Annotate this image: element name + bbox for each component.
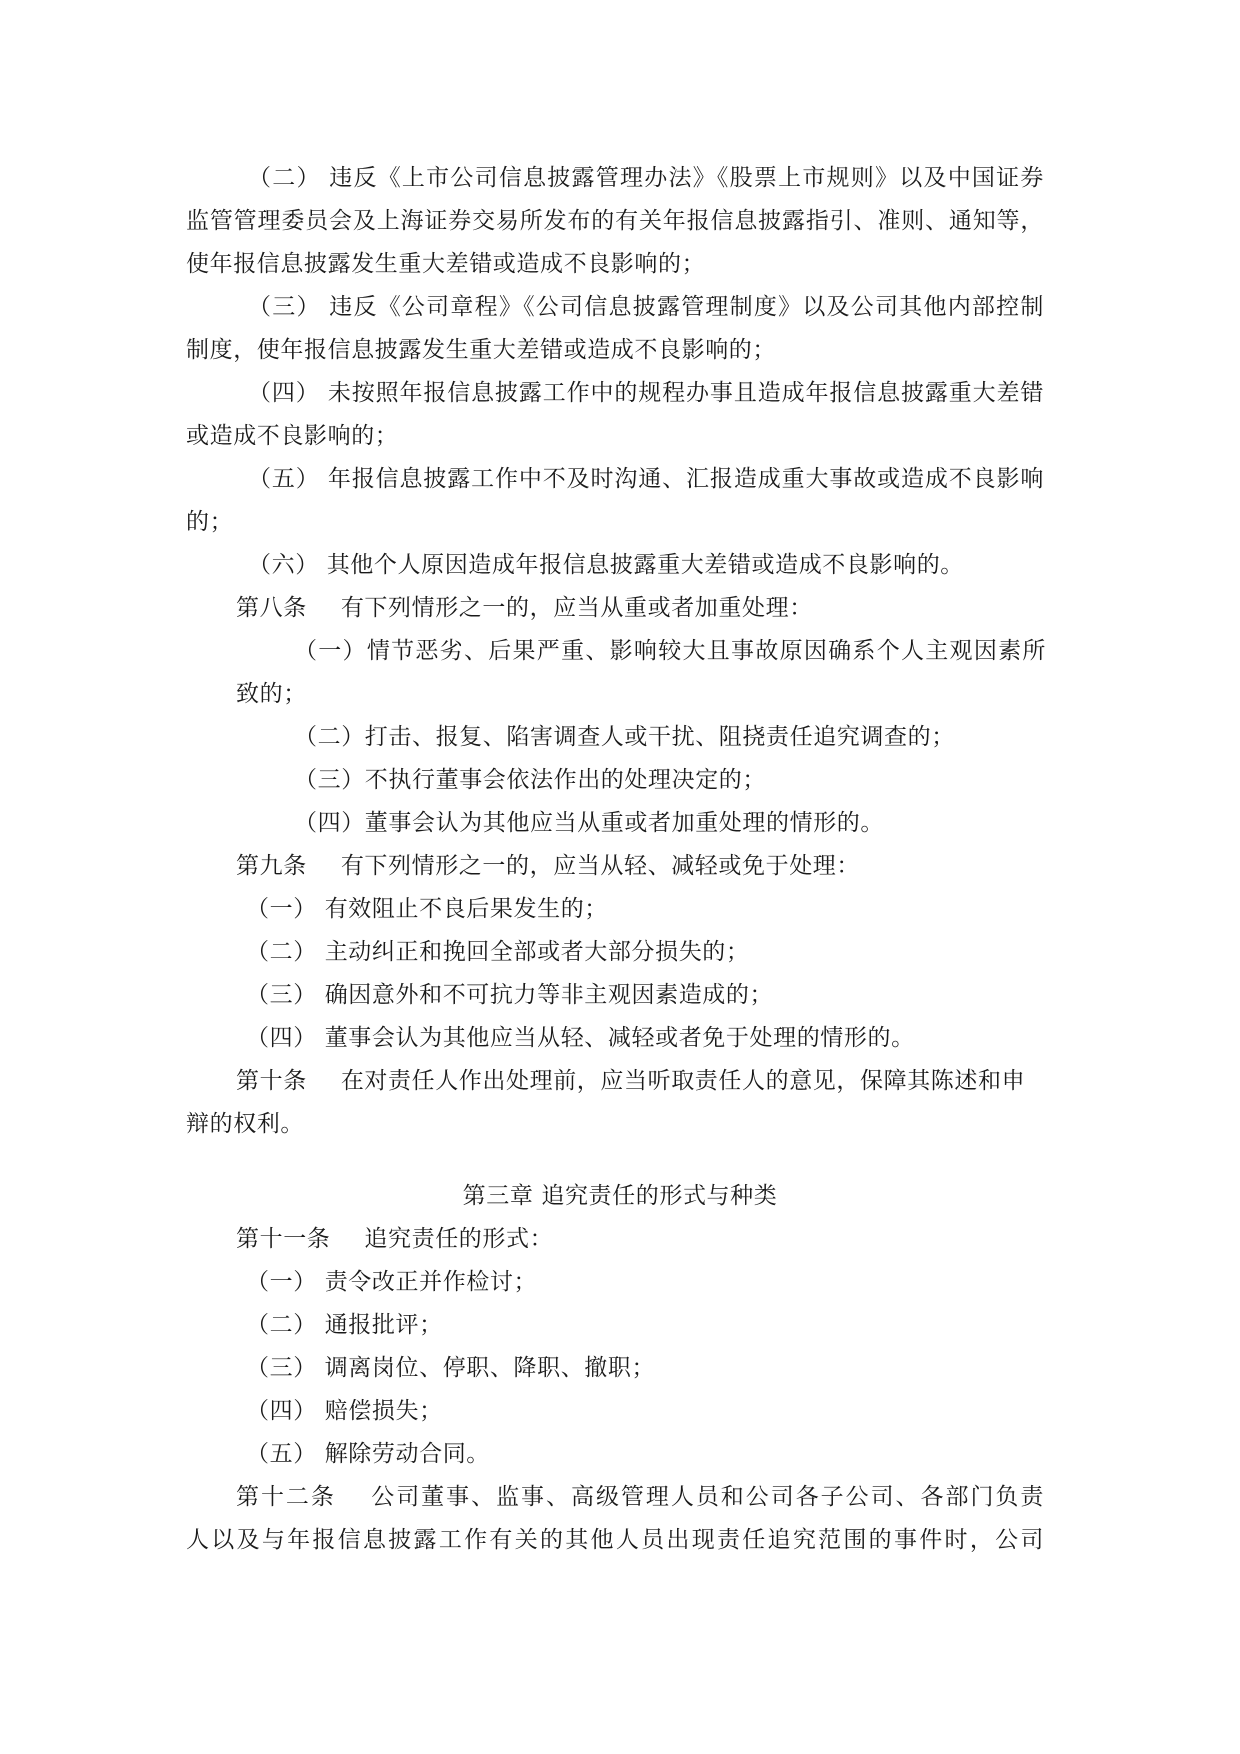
article-8-item: （一）情节恶劣、后果严重、影响较大且事故原因确系个人主观因素所 xyxy=(294,638,1046,664)
article-10-label: 第十条 xyxy=(236,1068,307,1094)
article-10-line2: 辩的权利。 xyxy=(186,1111,304,1137)
article-12-line1: 公司董事、监事、高级管理人员和公司各子公司、各部门负责 xyxy=(369,1484,1044,1510)
article-12-line2: 人以及与年报信息披露工作有关的其他人员出现责任追究范围的事件时，公司 xyxy=(186,1527,1044,1553)
article-9-item: （三） 确因意外和不可抗力等非主观因素造成的； xyxy=(246,982,774,1008)
paragraph-line: 的； xyxy=(186,509,234,535)
article-11-item: （四） 赔偿损失； xyxy=(246,1398,443,1424)
article-8-item: （四）董事会认为其他应当从重或者加重处理的情形的。 xyxy=(294,810,884,836)
article-8-item: （二）打击、报复、陷害调查人或干扰、阻挠责任追究调查的； xyxy=(294,724,955,750)
article-12 xyxy=(236,1482,1044,1512)
article-12-label: 第十二条 xyxy=(236,1484,336,1510)
paragraph-line: 或造成不良影响的； xyxy=(186,423,399,449)
article-8-label: 第八条 xyxy=(236,595,307,621)
article-9-item: （二） 主动纠正和挽回全部或者大部分损失的； xyxy=(246,939,750,965)
article-11-label: 第十一条 xyxy=(236,1226,331,1252)
article-9-item: （一） 有效阻止不良后果发生的； xyxy=(246,896,608,922)
paragraph-line: （四） 未按照年报信息披露工作中的规程办事且造成年报信息披露重大差错 xyxy=(248,380,1044,406)
article-11-item: （二） 通报批评； xyxy=(246,1312,443,1338)
paragraph-line: 制度，使年报信息披露发生重大差错或造成不良影响的； xyxy=(186,337,776,363)
article-11-item: （一） 责令改正并作检讨； xyxy=(246,1269,538,1295)
article-9 xyxy=(236,851,860,881)
paragraph-line: （六） 其他个人原因造成年报信息披露重大差错或造成不良影响的。 xyxy=(248,552,964,578)
article-8-item: （三）不执行董事会依法作出的处理决定的； xyxy=(294,767,766,793)
paragraph-line: 监管管理委员会及上海证券交易所发布的有关年报信息披露指引、准则、通知等， xyxy=(186,208,1044,234)
paragraph-line: （二） 违反《上市公司信息披露管理办法》《股票上市规则》以及中国证券 xyxy=(248,165,1044,191)
article-10-line1: 在对责任人作出处理前，应当听取责任人的意见，保障其陈述和申 xyxy=(340,1068,1026,1094)
article-11 xyxy=(236,1224,553,1254)
article-8-item: 致的； xyxy=(236,681,307,707)
paragraph-line: （三） 违反《公司章程》《公司信息披露管理制度》以及公司其他内部控制 xyxy=(248,294,1044,320)
article-9-item: （四） 董事会认为其他应当从轻、减轻或者免于处理的情形的。 xyxy=(246,1025,915,1051)
article-11-text: 追究责任的形式： xyxy=(364,1226,554,1252)
chapter-title: 第三章 追究责任的形式与种类 xyxy=(462,1183,778,1209)
article-9-text: 有下列情形之一的，应当从轻、减轻或免于处理： xyxy=(340,853,861,879)
paragraph-line: （五） 年报信息披露工作中不及时沟通、汇报造成重大事故或造成不良影响 xyxy=(248,466,1044,492)
paragraph-line: 使年报信息披露发生重大差错或造成不良影响的； xyxy=(186,251,706,277)
article-10 xyxy=(236,1066,1025,1096)
article-11-item: （三） 调离岗位、停职、降职、撤职； xyxy=(246,1355,656,1381)
article-8-text: 有下列情形之一的，应当从重或者加重处理： xyxy=(340,595,813,621)
article-8 xyxy=(236,593,813,623)
article-9-label: 第九条 xyxy=(236,853,307,879)
article-11-item: （五） 解除劳动合同。 xyxy=(246,1441,490,1467)
